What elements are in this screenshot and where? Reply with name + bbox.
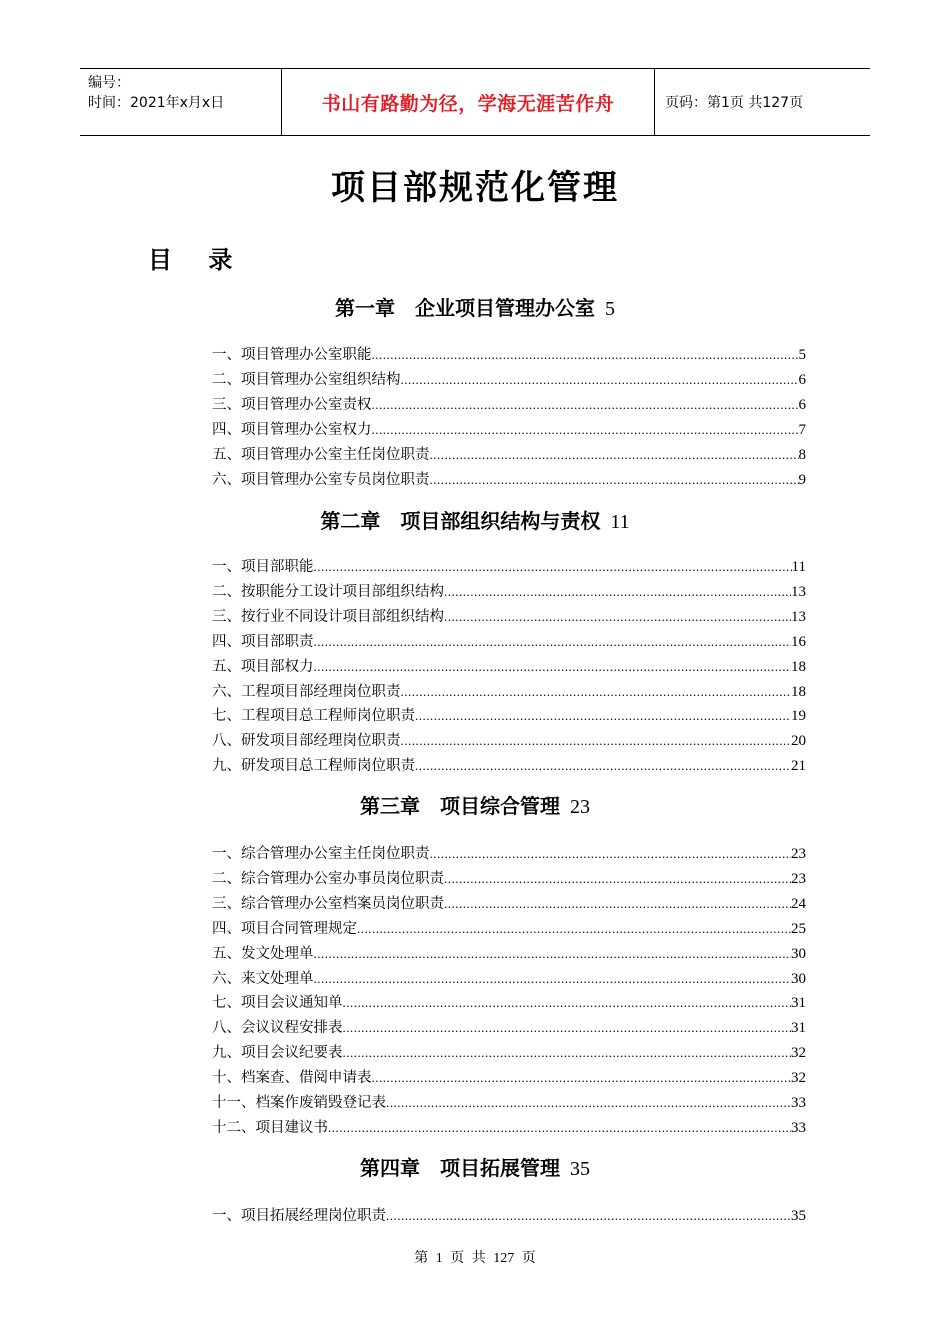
toc-entry-page: 18 — [791, 683, 806, 700]
toc-entry[interactable] — [212, 1116, 806, 1140]
toc-entry[interactable] — [212, 418, 806, 442]
toc-entry-page: 31 — [791, 995, 806, 1012]
toc-entry[interactable] — [212, 468, 806, 492]
toc-entry-page: 30 — [791, 970, 806, 987]
toc-leader-dots — [430, 447, 799, 463]
page-header — [80, 68, 870, 136]
toc-entry-label: 六、工程项目部经理岗位职责 — [212, 683, 401, 700]
toc-entry[interactable] — [212, 580, 806, 604]
toc-entry[interactable] — [212, 729, 806, 753]
chapter-heading[interactable] — [0, 1152, 950, 1181]
toc-entry-label: 十、档案查、借阅申请表 — [212, 1070, 372, 1087]
toc-entry-page: 23 — [791, 870, 806, 887]
chapter-title: 第三章 项目综合管理 — [360, 794, 560, 818]
toc-entry-page: 32 — [791, 1070, 806, 1087]
toc-leader-dots — [372, 397, 799, 413]
toc-entry-page: 8 — [798, 446, 806, 463]
toc-leader-dots — [401, 733, 792, 749]
toc-entry[interactable] — [212, 1204, 806, 1228]
toc-entry-label: 六、项目管理办公室专员岗位职责 — [212, 471, 430, 488]
toc-entry[interactable] — [212, 867, 806, 891]
toc-entry-page: 19 — [791, 708, 806, 725]
toc-leader-dots — [430, 846, 792, 862]
toc-entry-label: 五、项目管理办公室主任岗位职责 — [212, 446, 430, 463]
toc-entry[interactable] — [212, 754, 806, 778]
chapter-page-number: 35 — [570, 1158, 590, 1180]
toc-entry-page: 16 — [791, 633, 806, 650]
toc-entry-page: 6 — [798, 396, 806, 413]
toc-entry-page: 33 — [791, 1095, 806, 1111]
toc-entry[interactable] — [212, 1091, 806, 1115]
toc-entry-page: 11 — [791, 559, 806, 575]
toc-entry-page: 30 — [791, 945, 806, 962]
toc-leader-dots — [444, 896, 791, 912]
header-motto: 书山有路勤为径，学海无涯苦作舟 — [282, 69, 655, 135]
toc-entry[interactable] — [212, 1041, 806, 1065]
header-page-info: 页码：第1页 共127页 — [665, 95, 804, 111]
chapter-heading[interactable] — [0, 292, 950, 321]
toc-entry-label: 八、研发项目部经理岗位职责 — [212, 733, 401, 750]
toc-entry[interactable] — [212, 842, 806, 866]
header-time: 时间：2021年x月x日 — [88, 95, 225, 111]
toc-entry-page: 31 — [791, 1020, 806, 1037]
toc-leader-dots — [372, 422, 799, 438]
chapter-title: 第一章 企业项目管理办公室 — [335, 296, 595, 320]
toc-leader-dots — [415, 708, 791, 724]
toc-entry-page: 21 — [791, 758, 806, 775]
toc-leader-dots — [357, 921, 791, 937]
toc-entry-page: 32 — [791, 1045, 806, 1062]
toc-leader-dots — [372, 1070, 792, 1086]
header-meta — [80, 69, 282, 135]
toc-entry-label: 十二、项目建议书 — [212, 1119, 328, 1136]
toc-leader-dots — [314, 971, 792, 987]
toc-leader-dots — [343, 995, 792, 1011]
document-title: 项目部规范化管理 — [331, 168, 619, 208]
toc-entry-page: 25 — [791, 920, 806, 937]
toc-entry-label: 二、按职能分工设计项目部组织结构 — [212, 583, 444, 600]
toc-entry[interactable] — [212, 630, 806, 654]
toc-leader-dots — [314, 634, 792, 650]
toc-entry[interactable] — [212, 393, 806, 417]
toc-entry-label: 二、项目管理办公室组织结构 — [212, 371, 401, 388]
toc-entry[interactable] — [212, 655, 806, 679]
toc-heading: 目 录 — [148, 246, 247, 274]
toc-leader-dots — [386, 1095, 791, 1111]
toc-leader-dots — [328, 1120, 791, 1136]
toc-leader-dots — [430, 472, 799, 488]
toc-leader-dots — [343, 1020, 792, 1036]
toc-entry-page: 7 — [798, 421, 806, 438]
toc-entry[interactable] — [212, 343, 806, 367]
toc-leader-dots — [444, 609, 791, 625]
toc-leader-dots — [444, 871, 791, 887]
toc-leader-dots — [372, 347, 799, 363]
chapter-title: 第二章 项目部组织结构与责权 — [320, 509, 601, 533]
toc-entry[interactable] — [212, 704, 806, 728]
toc-entry-page: 24 — [791, 895, 806, 912]
toc-leader-dots — [444, 584, 791, 600]
chapter-page-number: 23 — [570, 796, 590, 818]
toc-leader-dots — [401, 684, 792, 700]
chapter-page-number: 5 — [605, 298, 615, 320]
toc-entry[interactable] — [212, 555, 806, 579]
toc-entry-label: 六、来文处理单 — [212, 970, 314, 987]
toc-entry[interactable] — [212, 680, 806, 704]
toc-entry-label: 一、项目部职能 — [212, 559, 314, 575]
toc-entry[interactable] — [212, 443, 806, 467]
toc-entry[interactable] — [212, 1016, 806, 1040]
toc-entry-label: 四、项目合同管理规定 — [212, 920, 357, 937]
toc-entry[interactable] — [212, 917, 806, 941]
toc-entry[interactable] — [212, 605, 806, 629]
toc-entry-page: 13 — [791, 608, 806, 625]
toc-entry-label: 十一、档案作废销毁登记表 — [212, 1095, 386, 1111]
toc-entry-page: 5 — [798, 347, 806, 363]
toc-leader-dots — [314, 559, 792, 575]
toc-entry-label: 五、发文处理单 — [212, 945, 314, 962]
chapter-heading[interactable] — [0, 505, 950, 534]
chapter-page-number: 11 — [610, 511, 630, 533]
toc-entry[interactable] — [212, 991, 806, 1015]
toc-entry-label: 三、项目管理办公室责权 — [212, 396, 372, 413]
toc-entry-label: 七、项目会议通知单 — [212, 995, 343, 1012]
toc-entry-page: 35 — [791, 1208, 806, 1224]
toc-entry-page: 6 — [798, 371, 806, 388]
toc-entry-label: 一、项目管理办公室职能 — [212, 347, 372, 363]
toc-entry-label: 四、项目管理办公室权力 — [212, 421, 372, 438]
toc-entry-label: 一、项目拓展经理岗位职责 — [212, 1208, 386, 1224]
toc-entry[interactable] — [212, 892, 806, 916]
toc-entry[interactable] — [212, 1066, 806, 1090]
chapter-title: 第四章 项目拓展管理 — [360, 1156, 560, 1180]
toc-entry-label: 八、会议议程安排表 — [212, 1020, 343, 1037]
toc-leader-dots — [401, 372, 799, 388]
toc-entry-label: 二、综合管理办公室办事员岗位职责 — [212, 870, 444, 887]
toc-leader-dots — [314, 659, 792, 675]
toc-entry-label: 五、项目部权力 — [212, 658, 314, 675]
toc-entry-label: 九、项目会议纪要表 — [212, 1045, 343, 1062]
toc-leader-dots — [314, 946, 792, 962]
page-footer: 第 1 页 共 127 页 — [414, 1251, 536, 1266]
toc-entry-label: 三、按行业不同设计项目部组织结构 — [212, 608, 444, 625]
toc-leader-dots — [343, 1045, 792, 1061]
toc-entry-label: 一、综合管理办公室主任岗位职责 — [212, 846, 430, 862]
toc-entry-label: 三、综合管理办公室档案员岗位职责 — [212, 895, 444, 912]
toc-entry-page: 33 — [791, 1119, 806, 1136]
toc-entry-page: 20 — [791, 733, 806, 750]
toc-entry-label: 四、项目部职责 — [212, 633, 314, 650]
toc-leader-dots — [415, 758, 791, 774]
toc-entry-page: 23 — [791, 846, 806, 862]
toc-entry[interactable] — [212, 942, 806, 966]
chapter-heading[interactable] — [0, 790, 950, 819]
toc-entry-page: 13 — [791, 583, 806, 600]
toc-entry-label: 七、工程项目总工程师岗位职责 — [212, 708, 415, 725]
toc-leader-dots — [386, 1208, 791, 1224]
toc-entry-page: 9 — [798, 471, 806, 488]
header-number: 编号： — [88, 75, 130, 91]
toc-entry-label: 九、研发项目总工程师岗位职责 — [212, 758, 415, 775]
toc-entry[interactable] — [212, 967, 806, 991]
toc-entry-page: 18 — [791, 658, 806, 675]
toc-entry[interactable] — [212, 368, 806, 392]
